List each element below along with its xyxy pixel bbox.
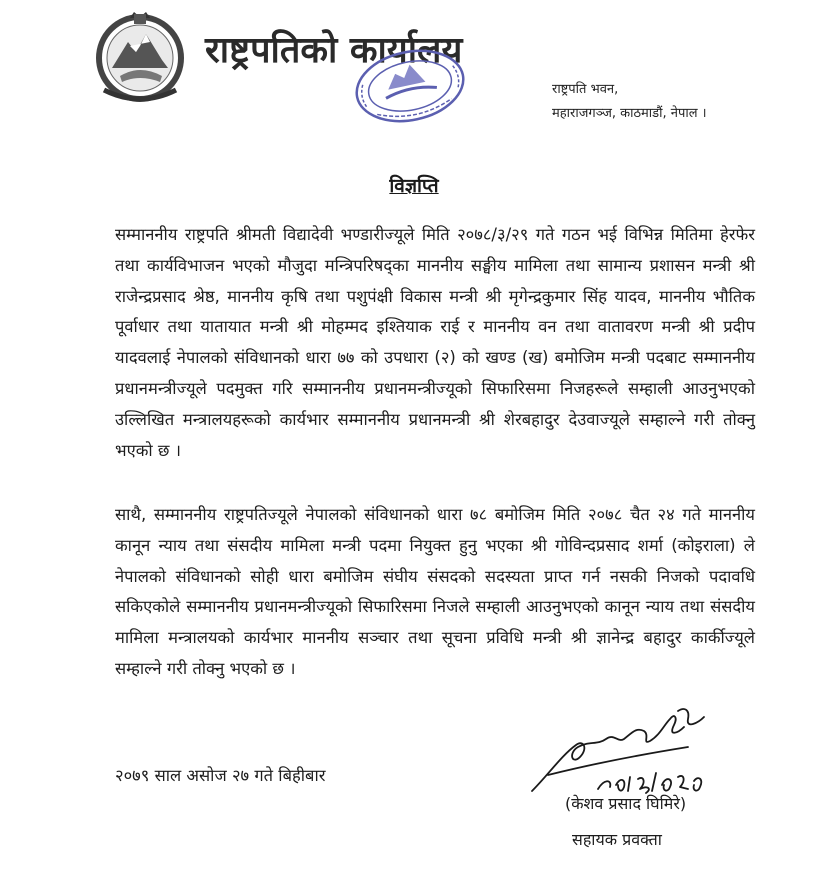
- national-emblem-icon: [90, 12, 190, 104]
- handwritten-signature-icon: [528, 705, 763, 797]
- signer-title: सहायक प्रवक्ता: [572, 830, 662, 849]
- signer-name: (केशव प्रसाद घिमिरे): [565, 794, 687, 813]
- notice-paragraph-2: साथै, सम्माननीय राष्ट्रपतिज्यूले नेपालको संविधानको धारा ७८ बमोजिम मिति २०७८ चैत २४ गते माननीय कानून न्याय तथा संसदीय मामिला मन्त्री पदमा नियुक्त हुनु भएका श्री गोविन्दप्रसाद शर्मा (कोइराला) ले नेपालको संविधानको सोही धारा बमोजिम संघीय संसदको सदस्यता प्राप्त गर्न नसकी निजको पदावधि सकिएकोले सम्माननीय प्रधानमन्त्रीज्यूको सिफारिसमा निजले सम्हाली आउनुभएको कानून न्याय तथा संसदीय मामिला मन्त्रालयको कार्यभार माननीय सञ्चार तथा सूचना प्रविधि मन्त्री श्री ज्ञानेन्द्र बहादुर कार्कीज्यूले सम्हाल्ने गरी तोक्नु भएको छ ।: [115, 505, 755, 678]
- issue-date: २०७९ साल असोज २७ गते बिहीबार: [115, 766, 326, 785]
- address-line-1: राष्ट्रपति भवन,: [552, 82, 619, 97]
- office-stamp-icon: [350, 45, 470, 127]
- address-line-2: महाराजगञ्ज, काठमाडौं, नेपाल ।: [552, 106, 707, 121]
- notice-paragraph-1: सम्माननीय राष्ट्रपति श्रीमती विद्यादेवी भण्डारीज्यूले मिति २०७८/३/२९ गते गठन भई विभिन्न मितिमा हेरफेर तथा कार्यविभाजन भएको मौजुदा मन्त्रिपरिषद्का माननीय सङ्घीय मामिला तथा सामान्य प्रशासन मन्त्री श्री राजेन्द्रप्रसाद श्रेष्ठ, माननीय कृषि तथा पशुपंक्षी विकास मन्त्री श्री मृगेन्द्रकुमार सिंह यादव, माननीय भौतिक पूर्वाधार तथा यातायात मन्त्री श्री मोहम्मद इश्तियाक राई र माननीय वन तथा वातावरण मन्त्री श्री प्रदीप यादवलाई नेपालको संविधानको धारा ७७ को उपधारा (२) को खण्ड (ख) बमोजिम मन्त्री पदबाट सम्माननीय प्रधानमन्त्रीज्यूले पदमुक्त गरि सम्माननीय प्रधानमन्त्रीज्यूको सिफारिसमा निजहरूले सम्हाली आउनुभएको उल्लिखित मन्त्रालयहरूको कार्यभार सम्माननीय प्रधानमन्त्री श्री शेरबहादुर देउवाज्यूले सम्हाल्ने गरी तोक्नु भएको छ ।: [115, 225, 755, 460]
- notice-heading: विज्ञप्ति: [389, 175, 439, 197]
- office-address: [552, 78, 707, 126]
- office-title: राष्ट्रपतिको कार्यालय: [205, 30, 463, 71]
